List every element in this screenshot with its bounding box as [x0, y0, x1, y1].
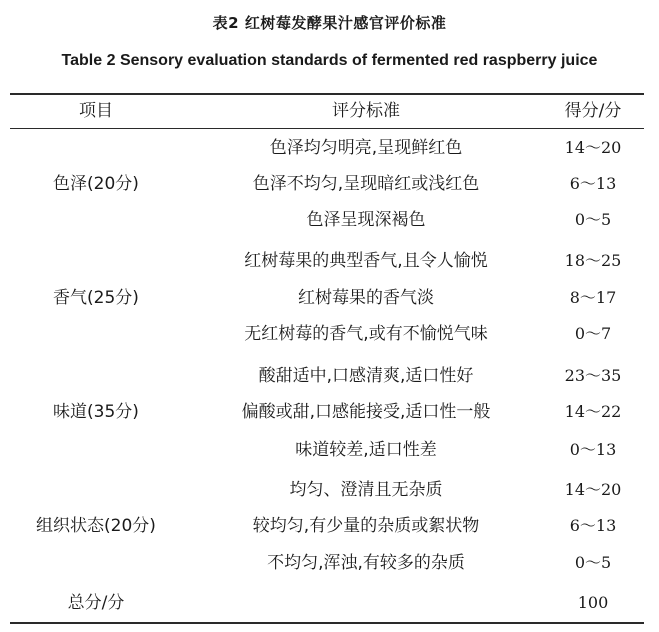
score-taste-2: 14～22: [564, 402, 622, 421]
score-aroma-2: 8～17: [569, 288, 617, 307]
standard-aroma-1: 红树莓果的典型香气,且令人愉悦: [244, 251, 488, 271]
score-color-1: 14～20: [564, 138, 622, 157]
score-taste-1: 23～35: [564, 366, 622, 385]
total-value: 100: [577, 593, 609, 612]
item-taste: 味道(35分): [53, 402, 139, 422]
table-caption-chinese: 表2 红树莓发酵果汁感官评价标准: [212, 14, 447, 32]
score-color-2: 6～13: [569, 174, 617, 193]
standard-texture-3: 不均匀,浑浊,有较多的杂质: [267, 553, 465, 573]
header-standard: 评分标准: [332, 101, 400, 121]
table-bottom-rule: [10, 622, 644, 624]
standard-color-2: 色泽不均匀,呈现暗红或浅红色: [252, 174, 480, 194]
total-label: 总分/分: [67, 593, 125, 613]
header-item: 项目: [79, 101, 113, 121]
item-color: 色泽(20分): [53, 174, 139, 194]
standard-texture-2: 较均匀,有少量的杂质或絮状物: [252, 516, 480, 536]
standard-taste-3: 味道较差,适口性差: [295, 440, 437, 460]
standard-aroma-3: 无红树莓的香气,或有不愉悦气味: [244, 324, 488, 344]
standard-color-3: 色泽呈现深褐色: [306, 210, 426, 230]
item-aroma: 香气(25分): [53, 288, 139, 308]
table-header-rule: [10, 128, 644, 129]
score-color-3: 0～5: [574, 210, 612, 229]
standard-texture-1: 均匀、澄清且无杂质: [289, 480, 443, 500]
table-caption-english: Table 2 Sensory evaluation standards of fermented red raspberry juice: [61, 52, 598, 69]
score-aroma-3: 0～7: [574, 324, 612, 343]
score-texture-3: 0～5: [574, 553, 612, 572]
score-texture-1: 14～20: [564, 480, 622, 499]
score-taste-3: 0～13: [569, 440, 617, 459]
standard-color-1: 色泽均匀明亮,呈现鲜红色: [269, 138, 463, 158]
standard-taste-1: 酸甜适中,口感清爽,适口性好: [258, 366, 474, 386]
score-aroma-1: 18～25: [564, 251, 622, 270]
table-top-rule: [10, 93, 644, 95]
standard-aroma-2: 红树莓果的香气淡: [298, 288, 434, 308]
header-score: 得分/分: [564, 101, 622, 121]
score-texture-2: 6～13: [569, 516, 617, 535]
item-texture: 组织状态(20分): [36, 516, 156, 536]
standard-taste-2: 偏酸或甜,口感能接受,适口性一般: [241, 402, 491, 422]
